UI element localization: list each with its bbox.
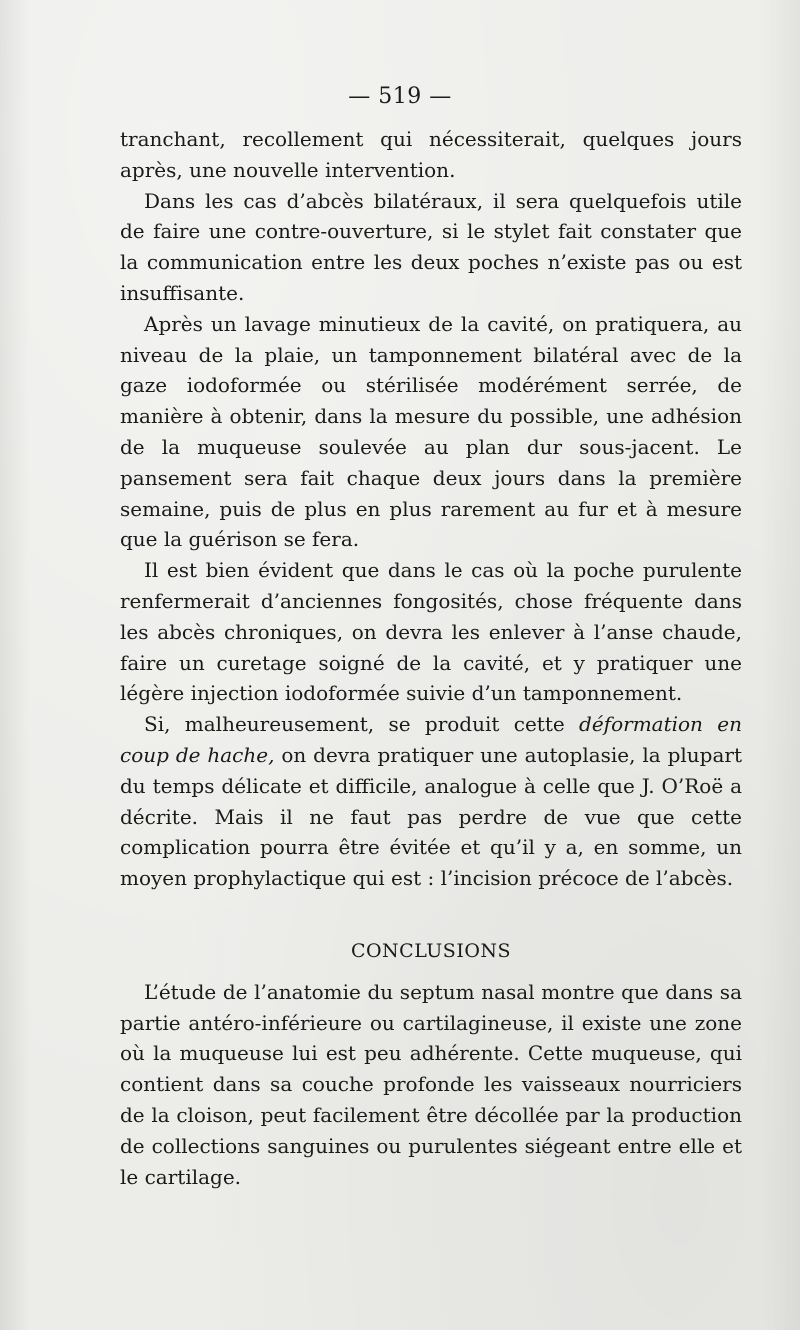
paragraph-deformation-start: Si, malheureusement, se produit cette — [144, 712, 580, 737]
paragraph-deformation-italic: déformation en coup de hache, — [120, 712, 742, 767]
paragraph-deformation-end: on devra pratiquer une autoplasie, la plupart du temps délicate et difficile, analogue à celle que J. O’Roë a décrite. Mais il ne faut pas perdre de vue que cette complication pourra être évitée et qu’il y a, en somme, un moyen prophylactique qui est : l’incision précoce de l’abcès. — [120, 742, 743, 891]
page-number: — 519 — — [348, 84, 452, 109]
paragraph-fongosites: Il est bien évident que dans le cas où la poche purulente renfermerait d’anciennes fongosités, chose fréquente dans les abcès chroniques, on devra les enlever à l’anse chaude, faire un curetage soigné de la cavité, et y pratiquer une légère injection iodoformée suivie d’un tamponnement. — [120, 558, 742, 706]
paragraph-lavage: Après un lavage minutieux de la cavité, on pratiquera, au niveau de la plaie, un tamponnement bilatéral avec de la gaze iodoformée ou stérilisée modérément serrée, de manière à obtenir, dans la mesure du possible, une adhésion de la muqueuse soulevée au plan dur sous-jacent. Le pansement sera fait chaque deux jours dans la première semaine, puis de plus en plus rarement au fur et à mesure que la guérison se fera. — [120, 311, 742, 552]
body-text — [120, 124, 742, 1192]
paragraph-continuation: tranchant, recollement qui nécessiterait, quelques jours après, une nouvelle intervention. — [120, 127, 742, 182]
section-heading: CONCLUSIONS — [350, 939, 512, 962]
paragraph-deformation — [120, 709, 742, 894]
paragraph-conclusion: L’étude de l’anatomie du septum nasal montre que dans sa partie antéro-inférieure ou cartilagineuse, il existe une zone où la muqueuse lui est peu adhérente. Cette muqueuse, qui contient dans sa couche profonde les vaisseaux nourriciers de la cloison, peut facilement être décollée par la production de collections sanguines ou purulentes siégeant entre elle et le cartilage. — [120, 979, 742, 1189]
paragraph-bilateral-abscess: Dans les cas d’abcès bilatéraux, il sera quelquefois utile de faire une contre-ouverture, si le stylet fait constater que la communication entre les deux poches n’existe pas ou est insuffisante. — [120, 188, 742, 305]
